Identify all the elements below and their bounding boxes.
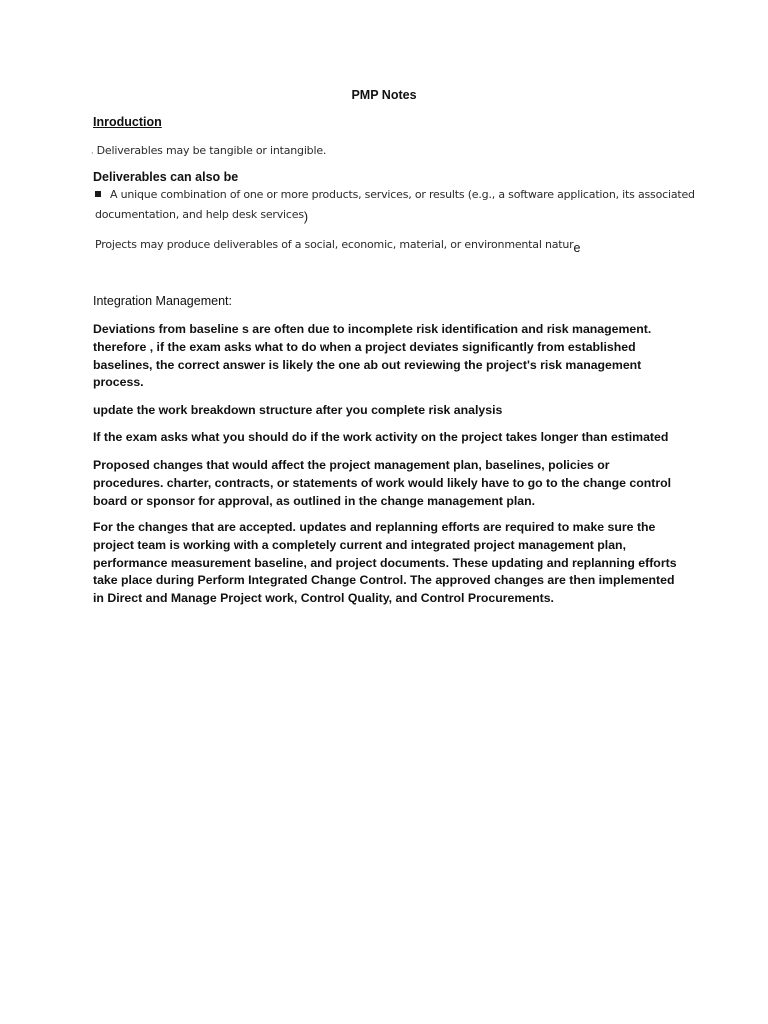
paragraph-wbs: update the work breakdown structure after you complete risk analysis	[93, 403, 503, 417]
integration-heading: Integration Management:	[93, 294, 232, 308]
pasted-bullet-line	[95, 188, 695, 201]
trailing-e: e	[573, 241, 581, 255]
page-title: PMP Notes	[351, 88, 417, 102]
pasted-text: Deliverables may be tangible or intangible.	[93, 144, 327, 157]
intro-heading: Inroduction	[93, 115, 162, 129]
paragraph-exam-question: If the exam asks what you should do if the work activity on the project takes longer than estimated	[93, 430, 669, 444]
closing-paren: )	[303, 210, 308, 224]
pasted-bullet-continuation	[95, 207, 308, 224]
square-bullet-icon	[95, 191, 101, 197]
pasted-bullet-text-a: A unique combination of one or more products, services, or results (e.g., a software application, its associated	[110, 188, 695, 201]
pasted-bullet-text-b: documentation, and help desk services	[95, 208, 304, 221]
paragraph-accepted-changes: For the changes that are accepted. updates and replanning efforts are required to make sure the project team is working with a completely current and integrated project management plan, performance measurement baseline, and project documents. These updating and replanning efforts take place during Perform Integrated Change Control. The approved changes are then implemented in Direct and Manage Project work, Control Quality, and Control Procurements.	[93, 520, 677, 606]
pasted-projects-text: Projects may produce deliverables of a social, economic, material, or environmental natur	[95, 238, 574, 251]
paragraph-proposed-changes: Proposed changes that would affect the project management plan, baselines, policies or procedures. charter, contracts, or statements of work would likely have to go to the change control board or sponsor for approval, as outlined in the change management plan.	[93, 458, 672, 508]
pasted-dot: .	[91, 146, 94, 156]
paragraph-deviations: Deviations from baseline s are often due to incomplete risk identification and risk management. therefore , if the exam asks what to do when a project deviates significantly from established baselines, the correct answer is likely the one ab out reviewing the project's risk management process.	[93, 322, 652, 390]
deliverables-subheading: Deliverables can also be	[93, 170, 239, 184]
pasted-line-projects	[95, 237, 581, 255]
pasted-line-tangible	[91, 144, 326, 157]
